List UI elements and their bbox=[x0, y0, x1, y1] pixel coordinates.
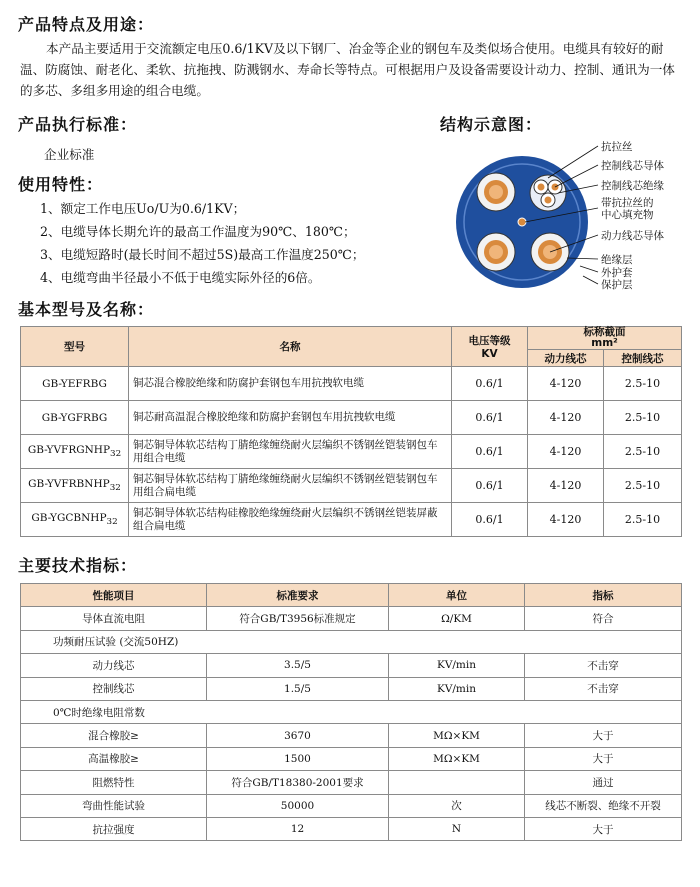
usage-list bbox=[40, 197, 364, 289]
name-cell: 铜芯混合橡胶绝缘和防腐护套钢包车用抗拽软电缆 bbox=[129, 367, 452, 401]
voltage-cell: 0.6/1 bbox=[452, 503, 528, 537]
unit-cell: MΩ×KM bbox=[389, 747, 525, 770]
item-cell: 抗拉强度 bbox=[21, 817, 207, 840]
standard-value: 企业标准 bbox=[44, 147, 95, 162]
header-voltage: 电压等级 KV bbox=[452, 327, 528, 367]
requirement-cell: 符合GB/T3956标准规定 bbox=[207, 607, 389, 630]
table-row bbox=[21, 401, 682, 435]
model-code: GB-YEFRBG bbox=[42, 377, 107, 390]
indicator-cell: 大于 bbox=[525, 817, 682, 840]
indicator-cell: 大于 bbox=[525, 724, 682, 747]
voltage-cell: 0.6/1 bbox=[452, 435, 528, 469]
spec-table-body bbox=[21, 607, 682, 841]
table-row bbox=[21, 771, 682, 794]
name-cell: 铜芯铜导体软芯结构丁腈绝缘缠绕耐火层编织不锈钢丝铠装钢包车用组合电缆 bbox=[129, 435, 452, 469]
header-item: 性能项目 bbox=[21, 584, 207, 607]
name-cell: 铜芯耐高温混合橡胶绝缘和防腐护套钢包车用抗拽软电缆 bbox=[129, 401, 452, 435]
model-subscript: 32 bbox=[110, 449, 122, 460]
diagram-label: 中心填充物 bbox=[601, 209, 654, 221]
item-cell: 动力线芯 bbox=[21, 654, 207, 677]
usage-heading: 使用特性： bbox=[18, 175, 104, 194]
indicator-cell: 线芯不断裂、绝缘不开裂 bbox=[525, 794, 682, 817]
table-row bbox=[21, 677, 682, 700]
table-row bbox=[21, 435, 682, 469]
indicator-cell: 不击穿 bbox=[525, 654, 682, 677]
header-section: 标称截面 mm² bbox=[528, 327, 682, 350]
requirement-cell: 3.5/5 bbox=[207, 654, 389, 677]
section-cell: 0℃时绝缘电阻常数 bbox=[21, 700, 682, 723]
model-cell bbox=[21, 469, 129, 503]
header-indicator: 指标 bbox=[525, 584, 682, 607]
intro-text: 本产品主要适用于交流额定电压0.6/1KV及以下钢厂、冶金等企业的钢包车及类似场合使用。电缆具有较好的耐温、防腐蚀、耐老化、柔软、抗拖拽、防溅钢水、寿命长等特点。可根据用户及设备需要设计动力、控制、通讯为一体的多芯、多组多用途的组合电缆。 bbox=[20, 41, 675, 98]
diagram-label: 动力线芯导体 bbox=[601, 230, 664, 242]
header-power: 动力线芯 bbox=[528, 350, 604, 367]
model-cell bbox=[21, 503, 129, 537]
table-row bbox=[21, 794, 682, 817]
item-cell: 控制线芯 bbox=[21, 677, 207, 700]
table-row bbox=[21, 724, 682, 747]
unit-cell bbox=[389, 771, 525, 794]
unit-cell: 次 bbox=[389, 794, 525, 817]
requirement-cell: 1500 bbox=[207, 747, 389, 770]
unit-cell: N bbox=[389, 817, 525, 840]
diagram-label: 外护套 bbox=[601, 267, 633, 279]
header-name: 名称 bbox=[129, 327, 452, 367]
voltage-cell: 0.6/1 bbox=[452, 469, 528, 503]
model-table bbox=[20, 326, 682, 537]
model-cell bbox=[21, 401, 129, 435]
item-cell: 弯曲性能试验 bbox=[21, 794, 207, 817]
unit-cell: KV/min bbox=[389, 677, 525, 700]
voltage-cell: 0.6/1 bbox=[452, 367, 528, 401]
requirement-cell: 1.5/5 bbox=[207, 677, 389, 700]
diagram-label: 绝缘层 bbox=[601, 254, 633, 266]
item-cell: 混合橡胶≥ bbox=[21, 724, 207, 747]
usage-item: 1、额定工作电压Uo/U为0.6/1KV； bbox=[40, 201, 246, 216]
section-row bbox=[21, 700, 682, 723]
indicator-cell: 大于 bbox=[525, 747, 682, 770]
header-model: 型号 bbox=[21, 327, 129, 367]
voltage-cell: 0.6/1 bbox=[452, 401, 528, 435]
table-row bbox=[21, 607, 682, 630]
cable-structure-diagram bbox=[455, 138, 695, 308]
diagram-heading: 结构示意图： bbox=[440, 115, 543, 134]
header-requirement: 标准要求 bbox=[207, 584, 389, 607]
item-cell: 高温橡胶≥ bbox=[21, 747, 207, 770]
diagram-label: 控制线芯导体 bbox=[601, 160, 664, 172]
model-table-body bbox=[21, 367, 682, 537]
usage-item: 3、电缆短路时(最长时间不超过5S)最高工作温度250℃； bbox=[40, 247, 365, 262]
table-row bbox=[21, 503, 682, 537]
model-code: GB-YGCBNHP bbox=[31, 511, 107, 524]
table-row bbox=[21, 654, 682, 677]
control-section-cell: 2.5-10 bbox=[604, 435, 682, 469]
intro-paragraph bbox=[20, 38, 686, 101]
requirement-cell: 符合GB/T18380-2001要求 bbox=[207, 771, 389, 794]
item-cell: 阻燃特性 bbox=[21, 771, 207, 794]
table-row bbox=[21, 367, 682, 401]
power-core bbox=[477, 233, 515, 271]
control-section-cell: 2.5-10 bbox=[604, 401, 682, 435]
power-core bbox=[477, 173, 515, 211]
model-subscript: 32 bbox=[106, 517, 118, 528]
name-cell: 铜芯铜导体软芯结构硅橡胶绝缘缠绕耐火层编织不锈钢丝铠装屏蔽组合扁电缆 bbox=[129, 503, 452, 537]
section-cell: 功频耐压试验 (交流50HZ) bbox=[21, 630, 682, 653]
control-section-cell: 2.5-10 bbox=[604, 367, 682, 401]
unit-cell: Ω/KM bbox=[389, 607, 525, 630]
indicator-cell: 通过 bbox=[525, 771, 682, 794]
power-section-cell: 4-120 bbox=[528, 503, 604, 537]
header-control: 控制线芯 bbox=[604, 350, 682, 367]
spec-table bbox=[20, 583, 682, 841]
model-code: GB-YVFRGNHP bbox=[27, 443, 111, 456]
features-heading: 产品特点及用途： bbox=[18, 15, 155, 34]
usage-item: 2、电缆导体长期允许的最高工作温度为90℃、180℃； bbox=[40, 224, 356, 239]
table-row bbox=[21, 747, 682, 770]
control-section-cell: 2.5-10 bbox=[604, 469, 682, 503]
tech-heading: 主要技术指标： bbox=[18, 556, 138, 575]
unit-cell: MΩ×KM bbox=[389, 724, 525, 747]
power-section-cell: 4-120 bbox=[528, 469, 604, 503]
control-section-cell: 2.5-10 bbox=[604, 503, 682, 537]
control-core-group bbox=[530, 175, 566, 211]
model-cell bbox=[21, 435, 129, 469]
header-unit: 单位 bbox=[389, 584, 525, 607]
model-cell bbox=[21, 367, 129, 401]
model-code: GB-YVFRBNHP bbox=[28, 477, 110, 490]
requirement-cell: 12 bbox=[207, 817, 389, 840]
power-section-cell: 4-120 bbox=[528, 367, 604, 401]
diagram-label: 抗拉丝 bbox=[601, 141, 633, 153]
diagram-label: 带抗拉丝的 bbox=[601, 197, 654, 209]
cable-cross-section bbox=[455, 138, 695, 308]
section-row bbox=[21, 630, 682, 653]
indicator-cell: 符合 bbox=[525, 607, 682, 630]
model-subscript: 32 bbox=[109, 483, 121, 494]
table-row bbox=[21, 469, 682, 503]
models-heading: 基本型号及名称： bbox=[18, 300, 155, 319]
table-row bbox=[21, 817, 682, 840]
unit-cell: KV/min bbox=[389, 654, 525, 677]
usage-item: 4、电缆弯曲半径最小不低于电缆实际外径的6倍。 bbox=[40, 270, 321, 285]
item-cell: 导体直流电阻 bbox=[21, 607, 207, 630]
tensile-wire bbox=[518, 218, 526, 226]
standard-heading: 产品执行标准： bbox=[18, 115, 138, 134]
diagram-label: 控制线芯绝缘 bbox=[601, 180, 664, 192]
diagram-label: 保护层 bbox=[601, 279, 633, 291]
requirement-cell: 3670 bbox=[207, 724, 389, 747]
indicator-cell: 不击穿 bbox=[525, 677, 682, 700]
requirement-cell: 50000 bbox=[207, 794, 389, 817]
model-code: GB-YGFRBG bbox=[41, 411, 108, 424]
power-section-cell: 4-120 bbox=[528, 435, 604, 469]
power-section-cell: 4-120 bbox=[528, 401, 604, 435]
name-cell: 铜芯铜导体软芯结构丁腈绝缘缠绕耐火层编织不锈钢丝铠装钢包车用组合扁电缆 bbox=[129, 469, 452, 503]
